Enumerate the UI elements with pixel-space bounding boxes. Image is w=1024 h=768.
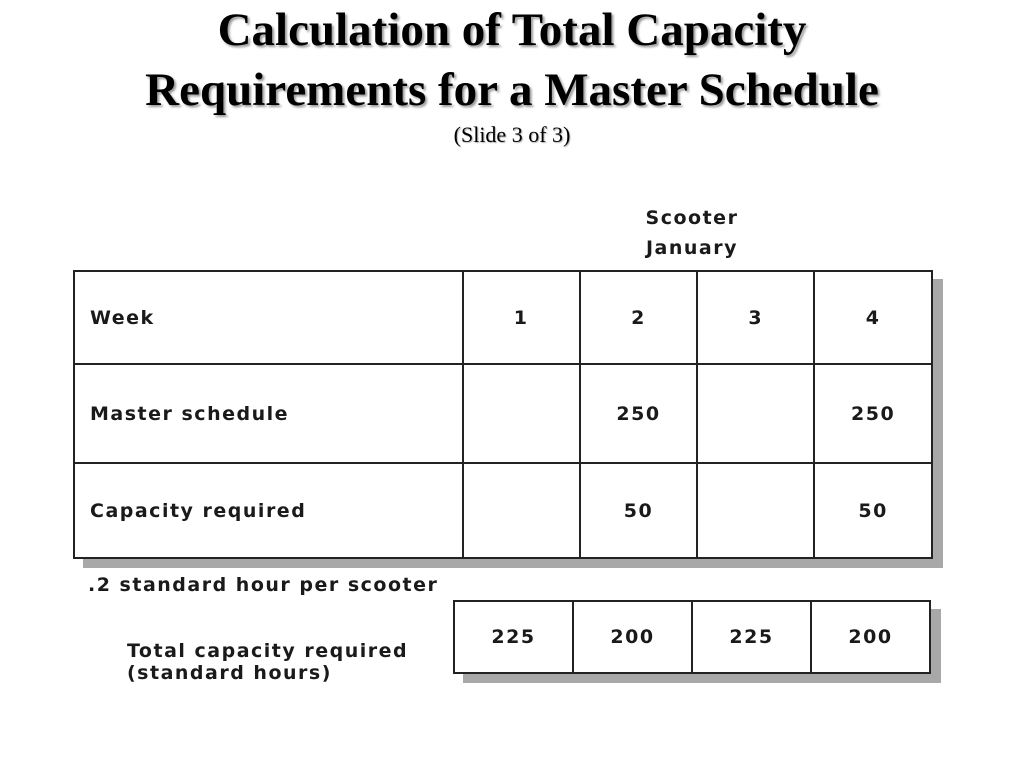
table-cell: 225 bbox=[454, 601, 573, 673]
table-cell: 200 bbox=[573, 601, 692, 673]
schedule-table bbox=[73, 270, 933, 559]
table-row-master-schedule bbox=[74, 364, 932, 463]
table-cell: 1 bbox=[463, 271, 580, 364]
table-cell: 250 bbox=[814, 364, 932, 463]
table-cell: 4 bbox=[814, 271, 932, 364]
table-cell: 50 bbox=[814, 463, 932, 558]
table-cell: 200 bbox=[811, 601, 930, 673]
total-label-line1: Total capacity required bbox=[127, 640, 409, 662]
row-label: Capacity required bbox=[74, 463, 463, 558]
row-label: Week bbox=[74, 271, 463, 364]
slide-title-line1: Calculation of Total Capacity bbox=[217, 4, 807, 56]
product-header: Scooter bbox=[645, 207, 739, 229]
table-row-capacity-required bbox=[74, 463, 932, 558]
table-cell: 50 bbox=[580, 463, 698, 558]
table-cell bbox=[697, 364, 814, 463]
total-label-line2: (standard hours) bbox=[127, 662, 332, 684]
slide-subtitle: (Slide 3 of 3) bbox=[453, 122, 571, 147]
slide-title-line2: Requirements for a Master Schedule bbox=[145, 64, 879, 116]
total-capacity-label bbox=[127, 640, 457, 684]
table-row-totals bbox=[454, 601, 930, 673]
table-cell: 2 bbox=[580, 271, 698, 364]
row-label: Master schedule bbox=[74, 364, 463, 463]
table-cell: 250 bbox=[580, 364, 698, 463]
rate-note: .2 standard hour per scooter bbox=[88, 574, 439, 596]
table-cell: 3 bbox=[697, 271, 814, 364]
table-cell bbox=[463, 364, 580, 463]
month-header: January bbox=[645, 237, 739, 259]
table-cell bbox=[697, 463, 814, 558]
table-row-week bbox=[74, 271, 932, 364]
table-cell: 225 bbox=[692, 601, 811, 673]
total-capacity-table bbox=[453, 600, 931, 674]
table-cell bbox=[463, 463, 580, 558]
